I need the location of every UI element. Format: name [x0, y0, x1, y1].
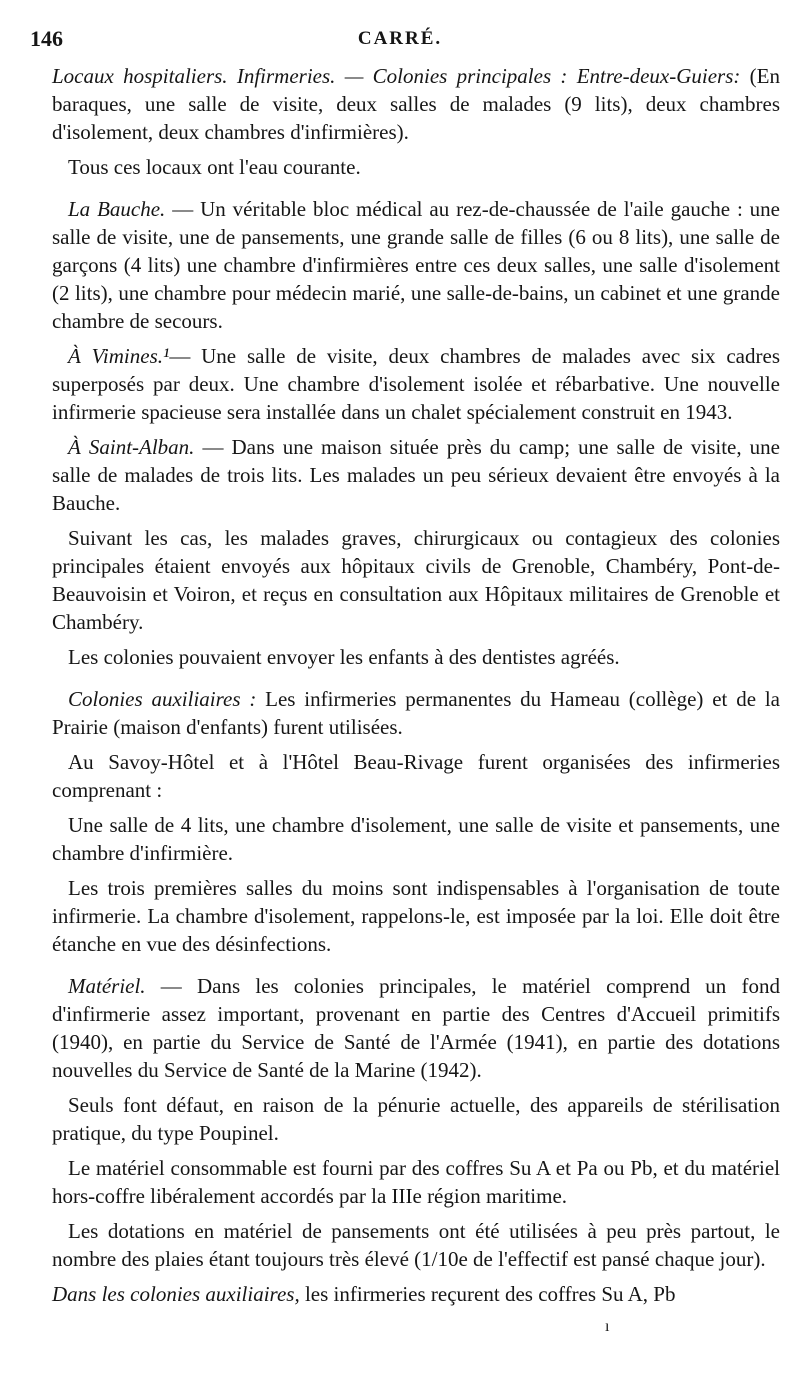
paragraph-text: (En baraques, une salle de visite, deux salles de malades (9 lits), deux chambres d'isolement, deux chambres d'infirmières).	[52, 64, 780, 144]
paragraph-savoy	[52, 748, 780, 804]
page-header	[30, 26, 770, 56]
paragraph-text: Une salle de 4 lits, une chambre d'isolement, une salle de visite et pansements, une chambre d'infirmière.	[52, 813, 780, 865]
paragraph-locaux	[52, 62, 780, 146]
paragraph-text: Le matériel consommable est fourni par des coffres Su A et Pa ou Pb, et du matériel hors-coffre libéralement accordés par la IIIe région maritime.	[52, 1156, 780, 1208]
footer-mark: ı	[605, 1318, 610, 1335]
paragraph-text: Au Savoy-Hôtel et à l'Hôtel Beau-Rivage furent organisées des infirmeries comprenant :	[52, 750, 780, 802]
paragraph-lead: La Bauche.	[68, 197, 166, 221]
paragraph-text: Les infirmeries permanentes du Hameau (collège) et de la Prairie (maison d'enfants) furent utilisées.	[52, 687, 780, 739]
paragraph-text: Les colonies pouvaient envoyer les enfants à des dentistes agréés.	[68, 645, 620, 669]
paragraph-dentistes	[52, 643, 780, 671]
paragraph-lead: Locaux hospitaliers. Infirmeries. — Colonies principales : Entre-deux-Guiers:	[52, 64, 741, 88]
paragraph-bauche	[52, 195, 780, 335]
paragraph-salle-lits	[52, 811, 780, 867]
paragraph-lead: À Vimines.¹	[68, 344, 170, 368]
paragraph-dernier	[52, 1280, 780, 1308]
body-text	[52, 62, 780, 1308]
paragraph-materiel	[52, 972, 780, 1084]
paragraph-text: Seuls font défaut, en raison de la pénurie actuelle, des appareils de stérilisation pratique, du type Poupinel.	[52, 1093, 780, 1145]
paragraph-text: Les trois premières salles du moins sont indispensables à l'organisation de toute infirmerie. La chambre d'isolement, rappelons-le, est imposée par la loi. Elle doit être étanche en vue des désinfections.	[52, 876, 780, 956]
paragraph-dotations	[52, 1217, 780, 1273]
paragraph-text: — Un véritable bloc médical au rez-de-chaussée de l'aile gauche : une salle de visite, une de pansements, une grande salle de filles (6 ou 8 lits), une salle de garçons (4 lits) une chambre d'infirmières entre ces deux salles, une salle d'isolement (2 lits), une chambre pour médecin marié, une salle-de-bains, un cabinet et une grande chambre de secours.	[52, 197, 780, 333]
paragraph-auxiliaires	[52, 685, 780, 741]
paragraph-text: — Dans une maison située près du camp; une salle de visite, une salle de malades de trois lits. Les malades un peu sérieux devaient être envoyés à la Bauche.	[52, 435, 780, 515]
paragraph-lead: Colonies auxiliaires :	[68, 687, 257, 711]
paragraph-seuls	[52, 1091, 780, 1147]
paragraph-lead: À Saint-Alban.	[68, 435, 195, 459]
paragraph-lead: Matériel.	[68, 974, 146, 998]
paragraph-text: — Dans les colonies principales, le matériel comprend un fond d'infirmerie assez important, provenant en partie des Centres d'Accueil primitifs (1940), en partie du Service de Santé de l'Armée (1941), en partie des dotations nouvelles du Service de Santé de la Marine (1942).	[52, 974, 780, 1082]
paragraph-text: Les dotations en matériel de pansements ont été utilisées à peu près partout, le nombre des plaies étant toujours très élevé (1/10e de l'effectif est pansé chaque jour).	[52, 1219, 780, 1271]
paragraph-suivant	[52, 524, 780, 636]
paragraph-vimines	[52, 342, 780, 426]
paragraph-saint-alban	[52, 433, 780, 517]
paragraph-text: Tous ces locaux ont l'eau courante.	[68, 155, 361, 179]
paragraph-text: — Une salle de visite, deux chambres de malades avec six cadres superposés par deux. Une chambre d'isolement isolée et rébarbative. Une nouvelle infirmerie spacieuse sera installée dans un chalet spécialement construit en 1943.	[52, 344, 780, 424]
running-title: CARRÉ.	[357, 28, 443, 49]
paragraph-text: Suivant les cas, les malades graves, chirurgicaux ou contagieux des colonies principales étaient envoyés aux hôpitaux civils de Grenoble, Chambéry, Pont-de-Beauvoisin et Voiron, et reçus en consultation aux Hôpitaux militaires de Grenoble et Chambéry.	[52, 526, 780, 634]
paragraph-eau	[52, 153, 780, 181]
page-number: 146	[30, 26, 63, 51]
paragraph-lead: Dans les colonies auxiliaires,	[52, 1282, 300, 1306]
paragraph-text: les infirmeries reçurent des coffres Su A, Pb	[299, 1282, 676, 1306]
paragraph-trois-premieres	[52, 874, 780, 958]
paragraph-consommable	[52, 1154, 780, 1210]
